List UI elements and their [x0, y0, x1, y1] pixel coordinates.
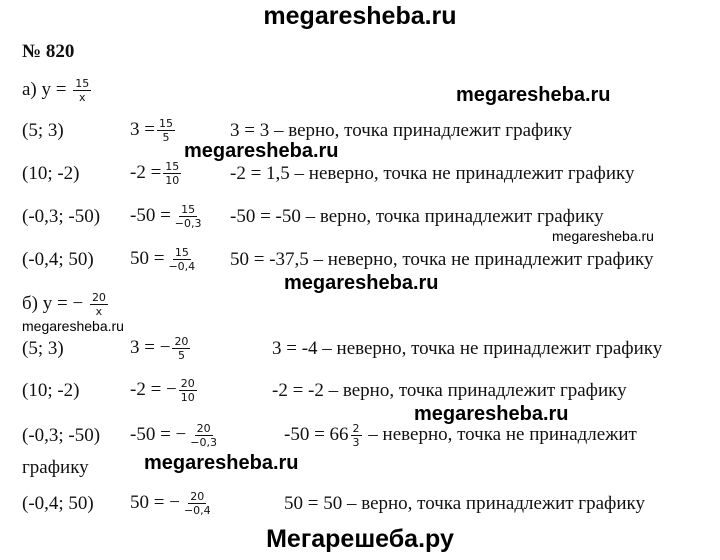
watermark: megaresheba.ru [414, 403, 569, 425]
result-text: 3 = 3 – верно, точка принадлежит графику [230, 120, 572, 141]
fraction: $\frac{15}{10}$ [165, 160, 180, 187]
equation: 3 = − $\frac{20}{5}$ [130, 335, 189, 362]
equation: -50 = $\frac{15}{-0,3}$ [130, 203, 202, 230]
fraction: $\frac{20}{-0,3}$ [190, 422, 217, 449]
equation: -50 = − $\frac{20}{-0,3}$ [130, 422, 217, 449]
point-label: (10; -2) [22, 380, 80, 401]
result-text: -2 = 1,5 – неверно, точка не принадлежит графику [230, 163, 635, 184]
fraction: $\frac{15}{-0,4}$ [168, 246, 196, 273]
equation: 50 = − $\frac{20}{-0,4}$ [130, 490, 211, 517]
watermark: megaresheba.ru [144, 452, 299, 474]
fraction: $\frac{15}{x}$ [75, 77, 90, 104]
watermark-top: megaresheba.ru [263, 2, 457, 30]
result-text: 3 = -4 – неверно, точка не принадлежит графику [272, 338, 663, 359]
fraction: $\frac{15}{5}$ [158, 117, 173, 144]
point-label: (5; 3) [22, 338, 64, 359]
fraction: $\frac{20}{x}$ [91, 291, 106, 318]
watermark: megaresheba.ru [184, 140, 339, 162]
problem-number: № 820 [22, 41, 75, 62]
result-text: 50 = 50 – верно, точка принадлежит графику [284, 493, 645, 514]
watermark-bottom: Мегарешеба.ру [266, 525, 454, 553]
equation: -2 = − $\frac{20}{10}$ [130, 377, 195, 404]
part-b-label: б) y = − [22, 292, 84, 314]
point-label: (-0,4; 50) [22, 249, 94, 270]
point-label: (-0,3; -50) [22, 206, 101, 227]
point-label: (-0,4; 50) [22, 493, 94, 514]
fraction: $\frac{20}{-0,4}$ [183, 490, 211, 517]
result-text: -50 = -50 – верно, точка принадлежит графику [230, 206, 604, 227]
result-text: 50 = -37,5 – неверно, точка не принадлежит графику [230, 249, 654, 270]
equation: 50 = $\frac{15}{-0,4}$ [130, 246, 196, 273]
watermark: megaresheba.ru [284, 272, 439, 294]
fraction: $\frac{20}{5}$ [174, 335, 189, 362]
fraction: $\frac{20}{10}$ [180, 377, 195, 404]
result-text: -2 = -2 – верно, точка принадлежит графику [272, 380, 627, 401]
watermark: megaresheba.ru [456, 84, 611, 106]
watermark: megaresheba.ru [22, 318, 124, 334]
point-label: (-0,3; -50) [22, 425, 101, 446]
part-a-label: а) y = [22, 78, 67, 100]
part-a-function [22, 78, 93, 103]
fraction: $\frac{2}{3}$ [352, 422, 360, 449]
part-b-function [22, 292, 110, 317]
result-text: -50 = 66 $\frac{2}{3}$ – неверно, точка не принадлежит [284, 422, 637, 449]
watermark: megaresheba.ru [552, 228, 654, 244]
equation: 3 = $\frac{15}{5}$ [130, 117, 173, 144]
fraction: $\frac{15}{-0,3}$ [174, 203, 202, 230]
equation: -2 = $\frac{15}{10}$ [130, 160, 180, 187]
result-text-wrap: графику [22, 457, 89, 478]
point-label: (5; 3) [22, 120, 64, 141]
point-label: (10; -2) [22, 163, 80, 184]
